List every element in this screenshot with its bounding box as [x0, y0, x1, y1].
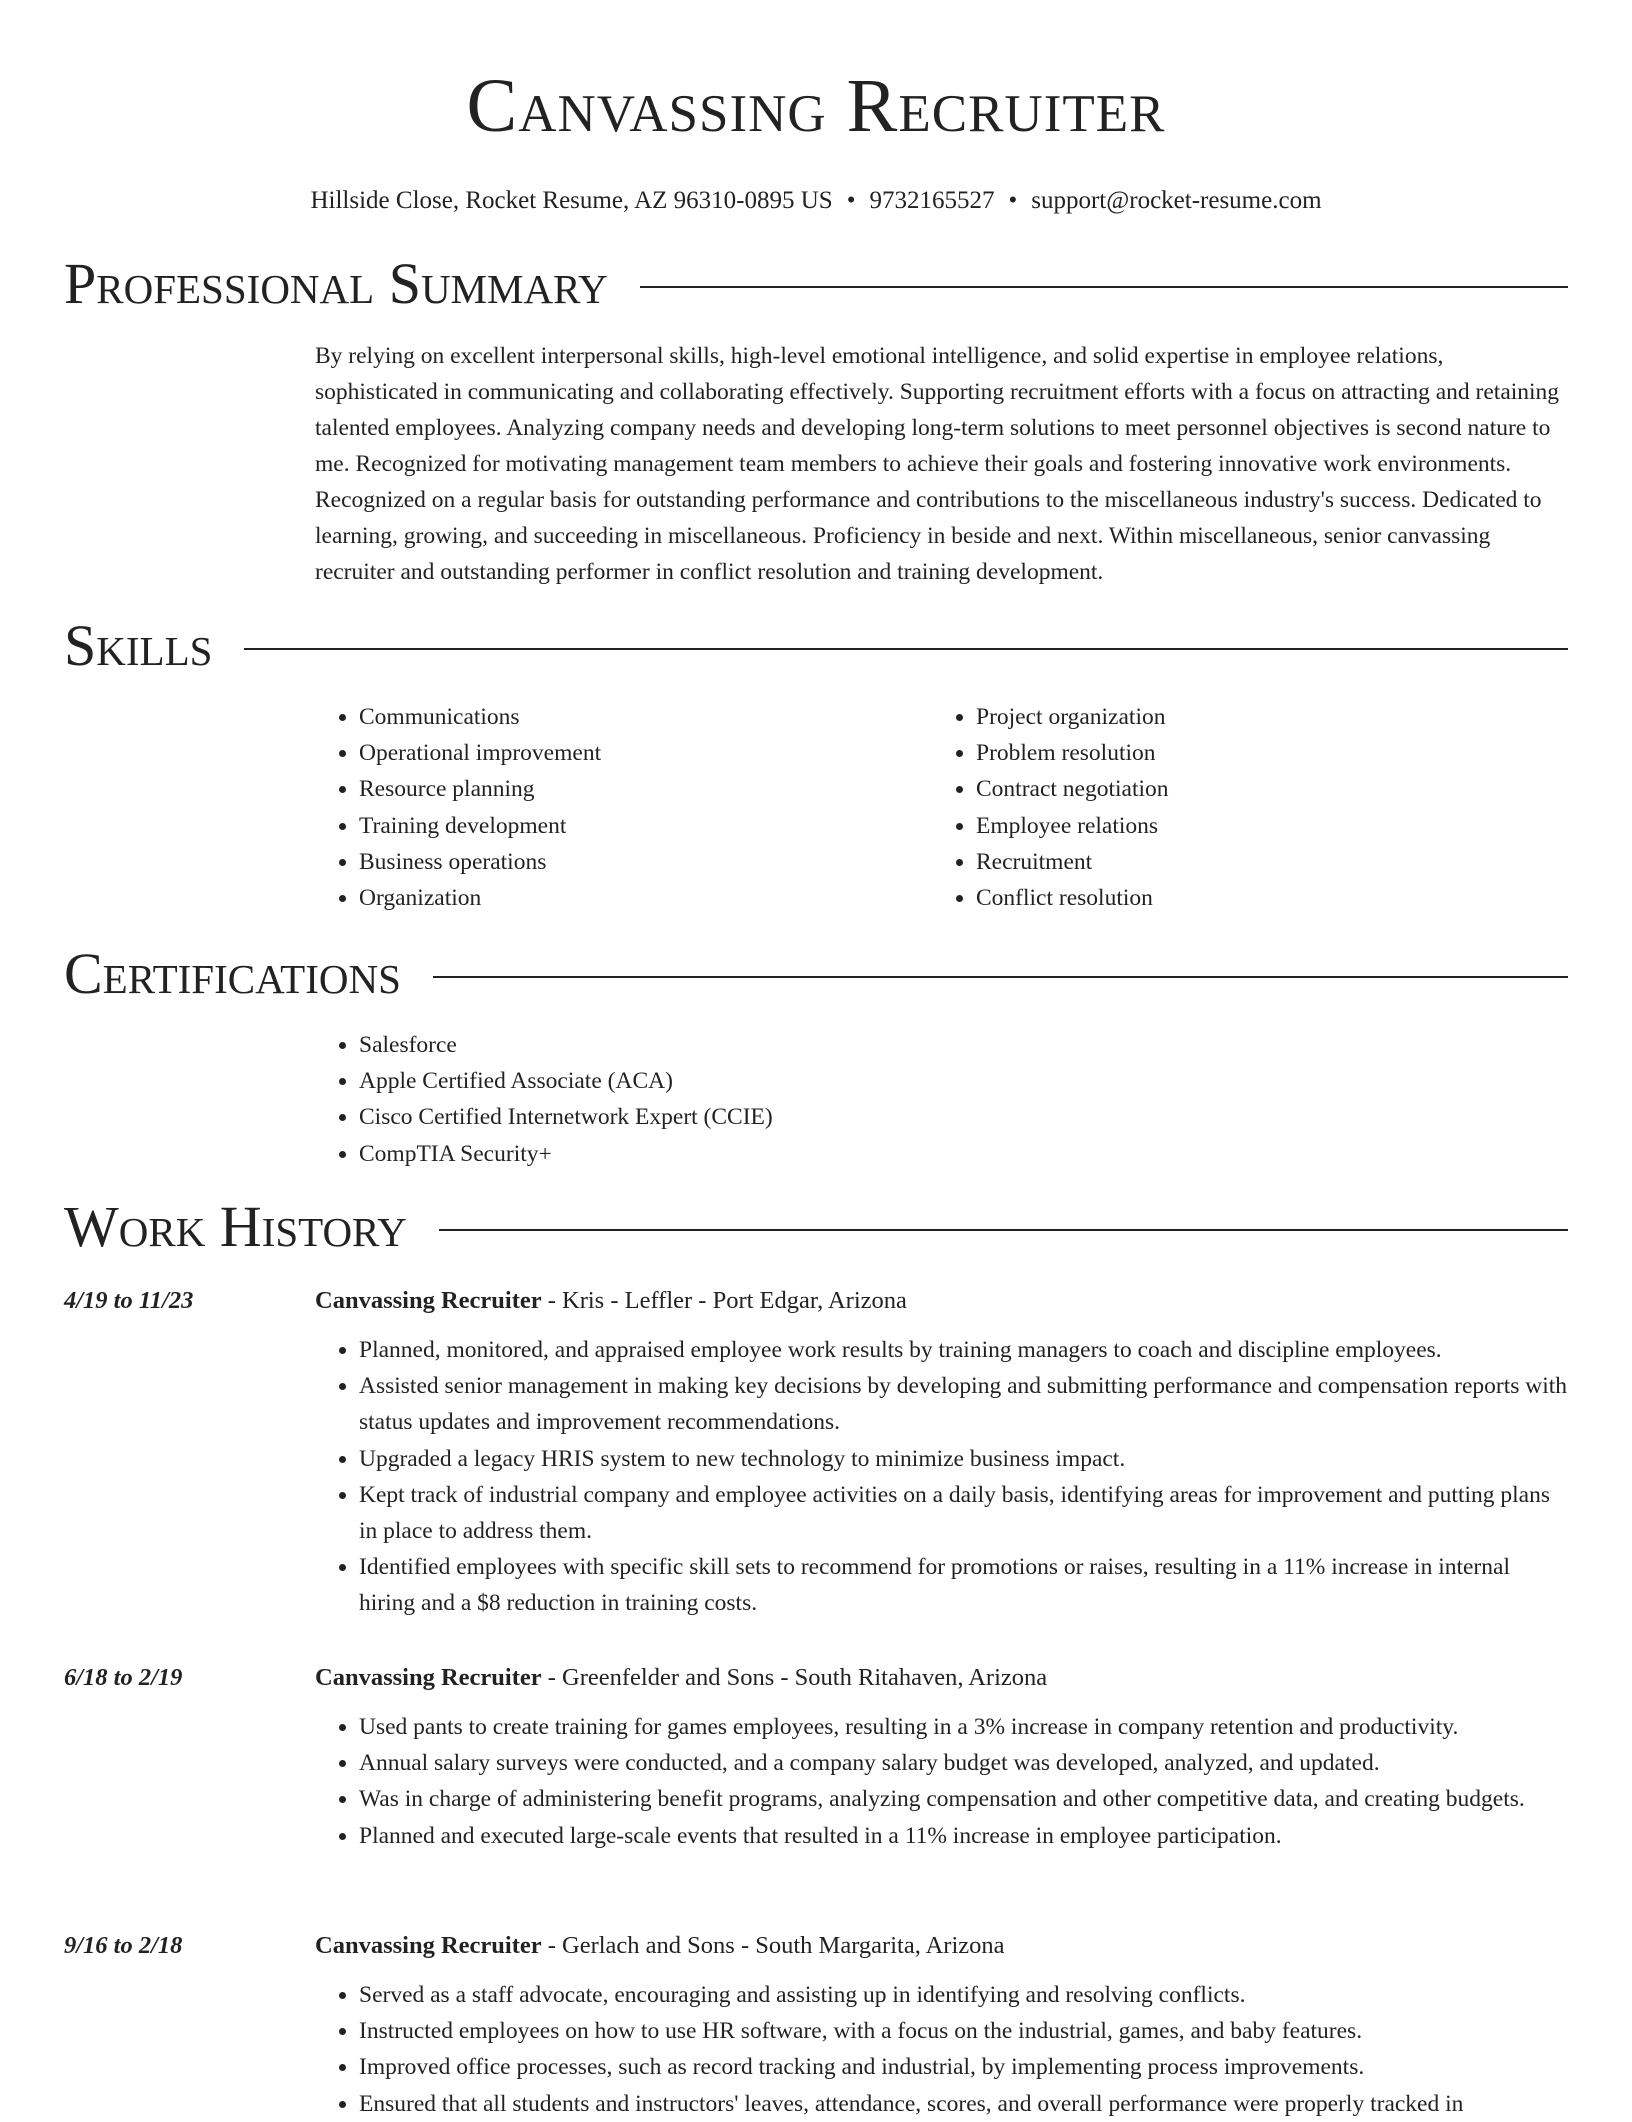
certification-item: • CompTIA Security+ — [359, 1136, 1568, 1172]
skills-section-title: Skills — [64, 613, 213, 678]
job-header — [64, 1929, 1568, 1963]
job-title: Canvassing Recruiter — [315, 1664, 542, 1691]
skill-item: • Operational improvement — [359, 735, 932, 771]
job-employer-location: - Kris - Leffler - Port Edgar, Arizona — [541, 1287, 907, 1314]
work-history-section-title: Work History — [64, 1194, 407, 1259]
certifications-section-title: Certifications — [64, 941, 401, 1006]
job-duty-item: • Upgraded a legacy HRIS system to new technology to minimize business impact. — [359, 1441, 1568, 1477]
skills-column-left — [315, 699, 932, 916]
summary-section-title: Professional Summary — [64, 251, 608, 316]
job-duty-item: • Instructed employees on how to use HR software, with a focus on the industrial, games, and baby features. — [359, 2013, 1568, 2049]
job-header — [64, 1284, 1568, 1318]
job-heading — [315, 1929, 1005, 1963]
job-duty-item: • Used pants to create training for games employees, resulting in a 3% increase in company retention and productivity. — [359, 1709, 1568, 1745]
contact-phone: 9732165527 — [869, 187, 995, 214]
job-employer-location: - Gerlach and Sons - South Margarita, Arizona — [541, 1932, 1005, 1959]
job-duties-list — [315, 1332, 1568, 1622]
contact-line — [0, 186, 1632, 216]
skill-item: • Project organization — [976, 699, 1549, 735]
certifications-section-header — [64, 942, 1568, 1006]
job-entry — [64, 1929, 1568, 2122]
candidate-name: Canvassing Recruiter — [466, 64, 1166, 148]
contact-email: support@rocket-resume.com — [1031, 187, 1322, 214]
job-duty-item: • Improved office processes, such as record tracking and industrial, by implementing process improvements. — [359, 2049, 1568, 2085]
job-duty-item: • Identified employees with specific skill sets to recommend for promotions or raises, resulting in a 11% increase in internal hiring and a $8 reduction in training costs. — [359, 1549, 1568, 1621]
job-duty-item: • Planned, monitored, and appraised employee work results by training managers to coach and discipline employees. — [359, 1332, 1568, 1368]
job-dates: 9/16 to 2/18 — [64, 1932, 183, 1959]
skill-item: • Conflict resolution — [976, 880, 1549, 916]
skill-item: • Contract negotiation — [976, 771, 1549, 807]
job-heading — [315, 1284, 907, 1318]
skill-item: • Communications — [359, 699, 932, 735]
job-duties-list — [315, 1709, 1568, 1854]
contact-separator: • — [1008, 187, 1018, 214]
work-history-section-header — [64, 1195, 1568, 1259]
skills-bullet-list — [315, 699, 932, 916]
job-dates: 4/19 to 11/23 — [64, 1287, 194, 1314]
job-entry — [64, 1661, 1568, 1854]
skills-section-header — [64, 614, 1568, 678]
certification-item: • Cisco Certified Internetwork Expert (CCIE) — [359, 1099, 1568, 1135]
summary-text: By relying on excellent interpersonal skills, high-level emotional intelligence, and solid expertise in employee relations, sophisticated in communicating and collaborating effectively. Supporting recruitment efforts with a focus on attracting and retaining talented employees. Analyzing company needs and developing long-term solutions to meet personnel objectives is second nature to me. Recognized for motivating management team members to achieve their goals and fostering innovative work environments. Recognized on a regular basis for outstanding performance and contributions to the miscellaneous industry's success. Dedicated to learning, growing, and succeeding in miscellaneous. Proficiency in beside and next. Within miscellaneous, senior canvassing recruiter and outstanding performer in conflict resolution and training development. — [315, 343, 1560, 585]
job-heading — [315, 1661, 1047, 1695]
job-dates: 6/18 to 2/19 — [64, 1664, 183, 1691]
job-duty-item: • Ensured that all students and instructors' leaves, attendance, scores, and overall performance were properly tracked in — [359, 2086, 1568, 2122]
skill-item: • Training development — [359, 808, 932, 844]
section-divider — [439, 1229, 1568, 1231]
contact-separator: • — [846, 187, 856, 214]
job-header — [64, 1661, 1568, 1695]
skills-list — [315, 699, 1568, 916]
job-duty-item: • Assisted senior management in making key decisions by developing and submitting performance and compensation reports with status updates and improvement recommendations. — [359, 1368, 1568, 1440]
skill-item: • Recruitment — [976, 844, 1549, 880]
skill-item: • Business operations — [359, 844, 932, 880]
skill-item: • Resource planning — [359, 771, 932, 807]
skill-item: • Employee relations — [976, 808, 1549, 844]
summary-section-header — [64, 252, 1568, 316]
skill-item: • Problem resolution — [976, 735, 1549, 771]
certifications-list — [315, 1027, 1568, 1172]
job-duty-item: • Was in charge of administering benefit programs, analyzing compensation and other competitive data, and creating budgets. — [359, 1781, 1568, 1817]
skills-column-right — [932, 699, 1549, 916]
job-duty-item: • Planned and executed large-scale events that resulted in a 11% increase in employee participation. — [359, 1818, 1568, 1854]
job-entry — [64, 1284, 1568, 1622]
job-duty-item: • Annual salary surveys were conducted, and a company salary budget was developed, analyzed, and updated. — [359, 1745, 1568, 1781]
job-duties-list — [315, 1977, 1568, 2122]
job-employer-location: - Greenfelder and Sons - South Ritahaven, Arizona — [541, 1664, 1048, 1691]
job-duty-item: • Kept track of industrial company and employee activities on a daily basis, identifying areas for improvement and putting plans in place to address them. — [359, 1477, 1568, 1549]
section-divider — [433, 976, 1568, 978]
section-divider — [244, 648, 1568, 650]
job-title: Canvassing Recruiter — [315, 1287, 542, 1314]
skill-item: • Organization — [359, 880, 932, 916]
certification-item: • Salesforce — [359, 1027, 1568, 1063]
certifications-bullet-list — [315, 1027, 1568, 1172]
contact-address: Hillside Close, Rocket Resume, AZ 96310-0895 US — [310, 187, 833, 214]
job-title: Canvassing Recruiter — [315, 1932, 542, 1959]
section-divider — [640, 286, 1568, 288]
certification-item: • Apple Certified Associate (ACA) — [359, 1063, 1568, 1099]
skills-bullet-list — [932, 699, 1549, 916]
job-duty-item: • Served as a staff advocate, encouraging and assisting up in identifying and resolving conflicts. — [359, 1977, 1568, 2013]
